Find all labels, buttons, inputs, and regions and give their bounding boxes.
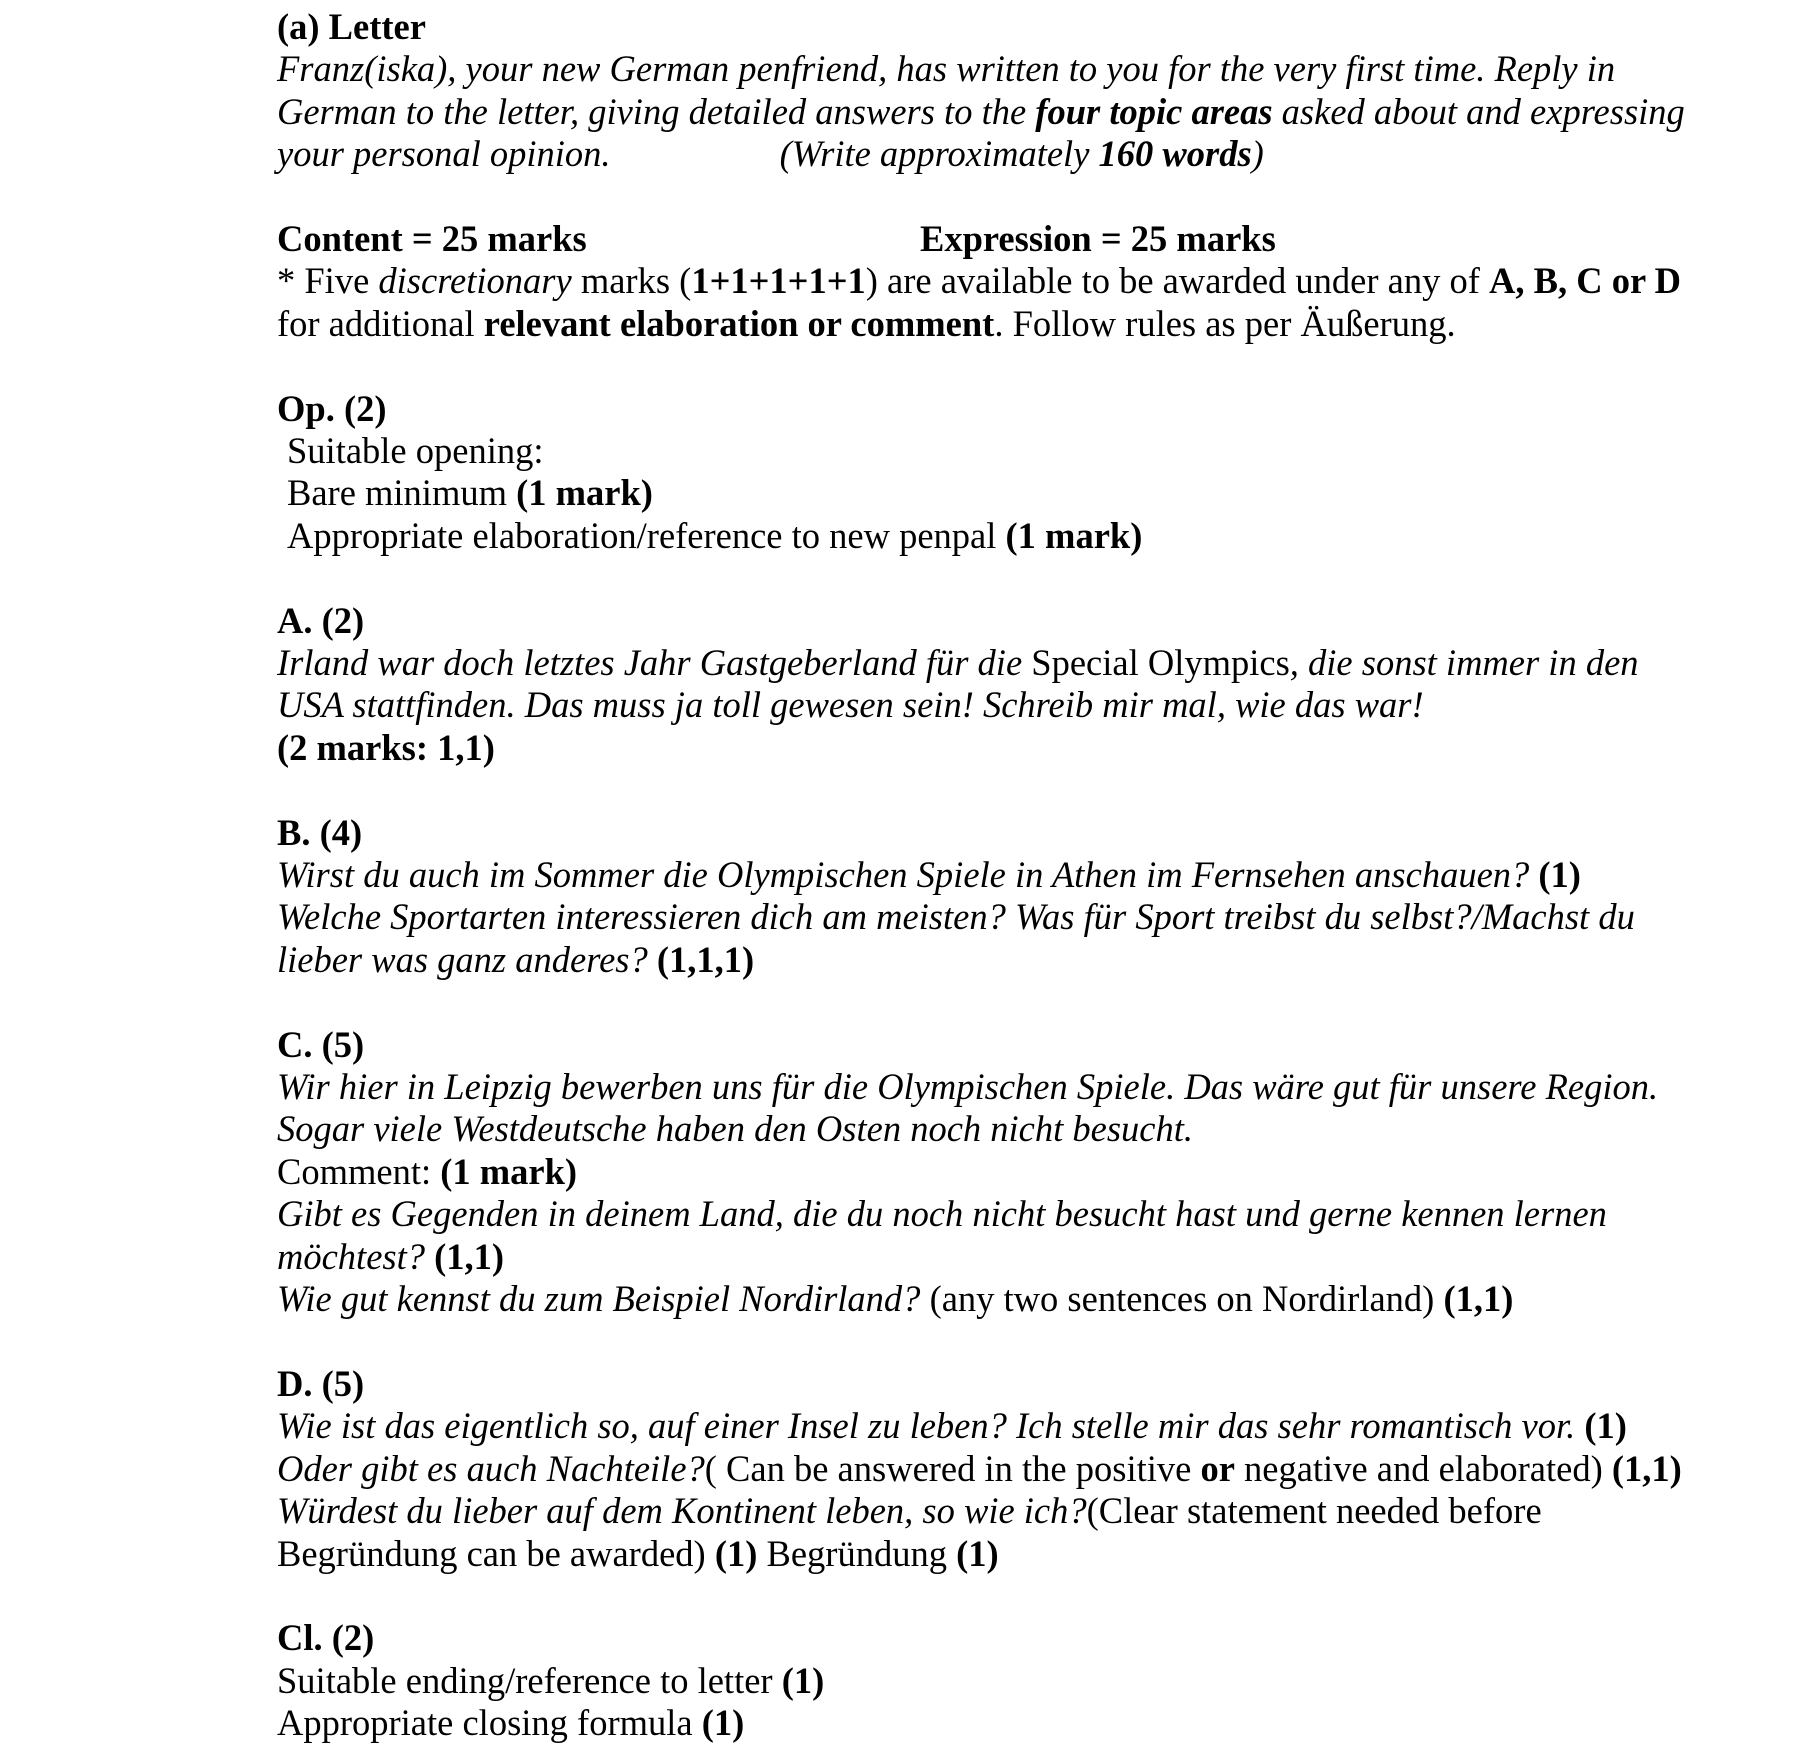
intro-line-1: Franz(iska), your new German penfriend, has written to you for the very first time. Reply in: [277, 48, 1616, 90]
topic-c-line-3: Comment: (1 mark): [277, 1150, 578, 1192]
topic-c-line-4: Gibt es Gegenden in deinem Land, die du noch nicht besucht hast und gerne kennen lernen: [277, 1193, 1607, 1235]
topic-b-line-3: lieber was ganz anderes? (1,1,1): [277, 938, 755, 980]
intro-line-3: your personal opinion. (Write approximately 160 words): [277, 133, 1264, 175]
opening-line-2: Bare minimum (1 mark): [287, 472, 653, 514]
topic-b-title: B. (4): [277, 811, 363, 853]
closing-title: Cl. (2): [277, 1617, 375, 1659]
discretionary-line-1: * Five discretionary marks (1+1+1+1+1) are available to be awarded under any of A, B, C or D: [277, 260, 1681, 302]
topic-c-line-6: Wie gut kennst du zum Beispiel Nordirland? (any two sentences on Nordirland) (1,1): [277, 1278, 1514, 1320]
expression-marks: Expression = 25 marks: [920, 218, 1276, 260]
closing-line-2: Appropriate closing formula (1): [277, 1702, 745, 1744]
opening-line-1: Suitable opening:: [287, 430, 544, 472]
topic-d-line-4: Begründung can be awarded) (1) Begründung (1): [277, 1532, 999, 1574]
topic-d-line-1: Wie ist das eigentlich so, auf einer Insel zu leben? Ich stelle mir das sehr romantisch vor. (1): [277, 1405, 1627, 1447]
discretionary-line-2: for additional relevant elaboration or comment. Follow rules as per Äußerung.: [277, 302, 1456, 344]
topic-d-line-2: Oder gibt es auch Nachteile?( Can be answered in the positive or negative and elaborated) (1,1): [277, 1447, 1682, 1489]
opening-title: Op. (2): [277, 387, 387, 429]
closing-line-1: Suitable ending/reference to letter (1): [277, 1659, 825, 1701]
topic-b-line-2: Welche Sportarten interessieren dich am meisten? Was für Sport treibst du selbst?/Machst du: [277, 896, 1635, 938]
topic-a-line-1: Irland war doch letztes Jahr Gastgeberland für die Special Olympics, die sonst immer in den: [277, 642, 1639, 684]
marks-line: Content = 25 marks Expression = 25 marks: [277, 218, 1276, 260]
section-heading: (a) Letter: [277, 6, 426, 47]
topic-a-line-2: USA stattfinden. Das muss ja toll gewesen sein! Schreib mir mal, wie das war!: [277, 684, 1424, 726]
topic-b-line-1: Wirst du auch im Sommer die Olympischen Spiele in Athen im Fernsehen anschauen? (1): [277, 854, 1581, 896]
topic-d-title: D. (5): [277, 1362, 365, 1404]
topic-c-line-5: möchtest? (1,1): [277, 1235, 505, 1277]
topic-a-title: A. (2): [277, 599, 365, 641]
opening-line-3: Appropriate elaboration/reference to new penpal (1 mark): [287, 514, 1143, 556]
topic-d-line-3: Würdest du lieber auf dem Kontinent leben, so wie ich?(Clear statement needed before: [277, 1490, 1542, 1532]
marking-scheme-document: [277, 6, 1737, 1745]
topic-c-line-1: Wir hier in Leipzig bewerben uns für die Olympischen Spiele. Das wäre gut für unsere Region.: [277, 1066, 1659, 1108]
topic-c-line-2: Sogar viele Westdeutsche haben den Osten noch nicht besucht.: [277, 1108, 1193, 1150]
topic-a-marks: (2 marks: 1,1): [277, 726, 495, 768]
intro-line-2: German to the letter, giving detailed answers to the four topic areas asked about and expressing: [277, 90, 1685, 132]
topic-c-title: C. (5): [277, 1023, 365, 1065]
